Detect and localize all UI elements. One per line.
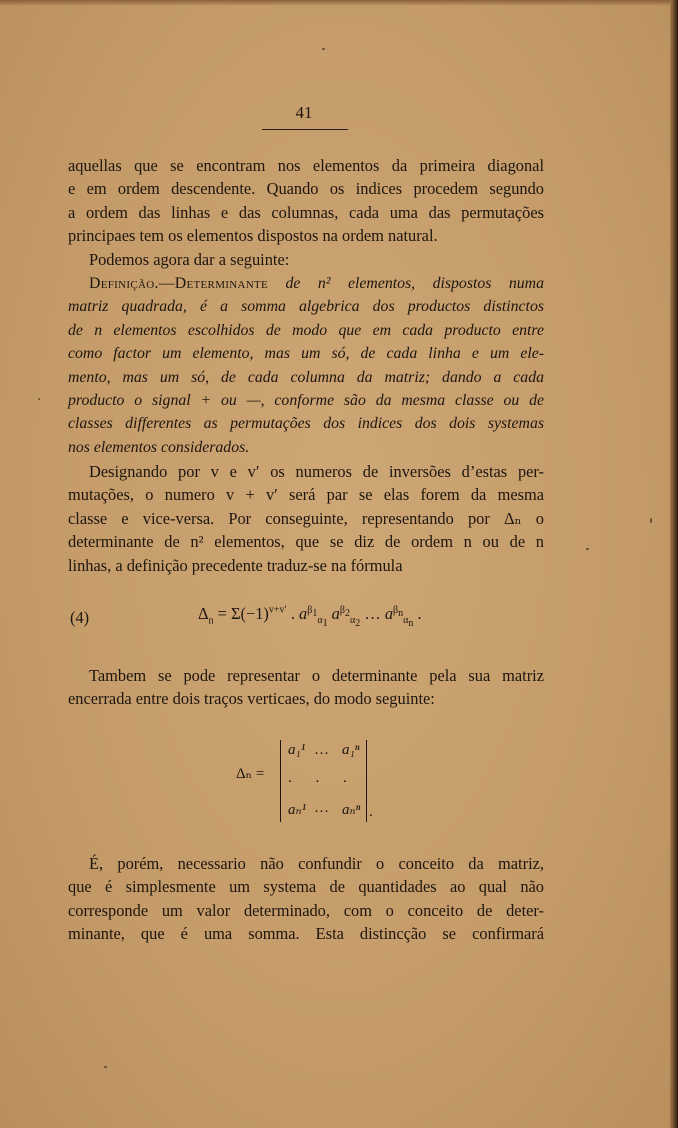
determinant-formula — [198, 604, 422, 629]
matrix-cell-ann: aₙⁿ — [342, 802, 361, 818]
formula-lhs: $\Delta_n = \Sigma(-1)$ — [198, 604, 269, 627]
definition-line: nos elementos considerados. — [68, 438, 250, 456]
text-line: corresponde um valor determinado, com o conceito de deter- — [68, 900, 544, 920]
definition-line: mento, mas um só, de cada columna da matriz; dando a cada — [68, 368, 544, 386]
text-line: a ordem das linhas e das columnas, cada uma das permutações — [68, 202, 544, 222]
definition-text: de n² elementos, dispostos numa — [268, 275, 544, 292]
paragraph-1 — [68, 154, 544, 248]
matrix-cell-a11: a₁¹ — [288, 742, 306, 758]
text-line: Tambem se pode representar o determinante pela sua matriz — [89, 666, 544, 685]
matrix-left-bar — [280, 740, 281, 822]
text-line: Designando por v e v′ os numeros de inversões d’estas per- — [89, 462, 544, 481]
matrix-cell-a1n: a₁ⁿ — [342, 742, 360, 758]
definition-line: como factor um elemento, mas um só, de cada linha e um ele- — [68, 345, 544, 363]
page-top-edge — [0, 0, 678, 6]
definition-line: matriz quadrada, é a somma algebrica dos productos distinctos — [68, 298, 544, 316]
paper-speck — [650, 518, 652, 523]
text-line: principaes tem os elementos dispostos na ordem natural. — [68, 226, 438, 246]
text-line: É, porém, necessario não confundir o conceito da matriz, — [89, 854, 544, 873]
formula-exponent: v+v′ — [268, 604, 287, 616]
paragraph-2 — [68, 248, 544, 271]
equation-label: (4) — [70, 608, 90, 627]
definition-line: de n elementos escolhidos de modo que em cada producto entre — [68, 321, 544, 339]
text-line: e em ordem descendente. Quando os indices procedem segundo — [68, 179, 544, 199]
matrix-middle-dots: . . . — [288, 770, 357, 786]
paper-speck — [104, 1066, 107, 1068]
paragraph-5 — [68, 852, 544, 946]
definition-line: classes differentes as permutações dos indices dos dois systemas — [68, 415, 544, 433]
matrix-ellipsis: … — [314, 800, 329, 816]
paragraph-3 — [68, 460, 544, 577]
text-line: Podemos agora dar a seguinte: — [89, 250, 290, 269]
text-line: classe e vice-versa. Por conseguinte, representando por Δₙ o — [68, 508, 544, 528]
page-number-rule — [262, 129, 348, 130]
matrix-cell-an1: aₙ¹ — [288, 802, 307, 818]
paragraph-4 — [68, 664, 544, 711]
paper-speck — [586, 548, 589, 550]
definition-heading: Definição.—Determinante — [89, 275, 269, 292]
paper-speck — [38, 398, 40, 400]
matrix-label: Δₙ = — [236, 766, 265, 782]
formula-product: . $a^{\beta_1}_{\alpha_1}$ $a^{\beta_2}_{\alpha_2}$ … $a^{\beta_n}_{\alpha_n}$ . — [286, 604, 422, 630]
text-line: linhas, a definição precedente traduz-se na fórmula — [68, 555, 403, 575]
definition-first-line — [68, 272, 544, 295]
text-line: que é simplesmente um systema de quantidades ao qual não — [68, 877, 544, 897]
text-line: minante, que é uma somma. Esta distincção se confirmará — [68, 924, 544, 944]
paper-speck — [322, 48, 325, 50]
page-number: 41 — [295, 103, 313, 122]
matrix-period: . — [369, 804, 373, 820]
text-line: encerrada entre dois traços verticaes, do modo seguinte: — [68, 689, 435, 709]
matrix-display — [236, 738, 396, 828]
definition-line: producto o signal + ou —, conforme são da mesma classe ou de — [68, 392, 544, 410]
text-line: aquellas que se encontram nos elementos da primeira diagonal — [68, 156, 544, 175]
text-line: mutações, o numero v + v′ será par se elas forem da mesma — [68, 485, 544, 505]
matrix-right-bar — [366, 740, 367, 822]
text-line: determinante de n² elementos, que se diz de ordem n ou de n — [68, 532, 544, 552]
definition-paragraph — [68, 272, 544, 459]
matrix-ellipsis: … — [314, 742, 329, 758]
page-right-edge — [670, 0, 678, 1128]
